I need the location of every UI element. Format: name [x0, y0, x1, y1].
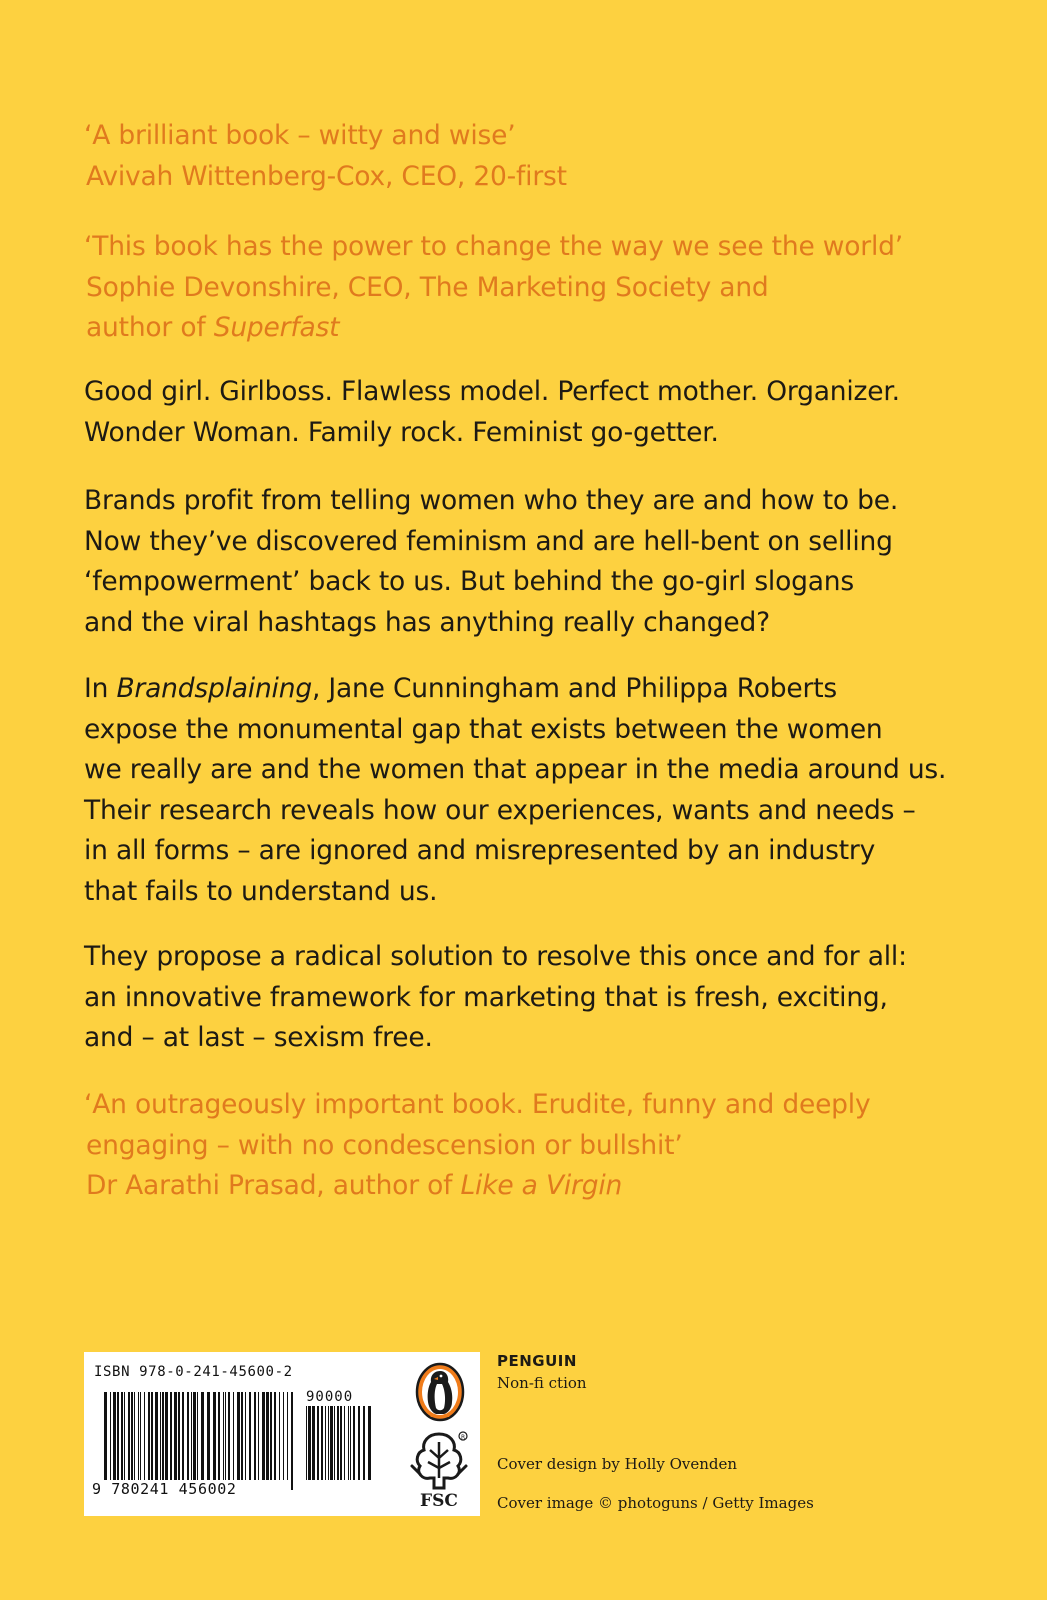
barcode-bar [128, 1392, 130, 1480]
cover-design-credit: Cover design by Holly Ovenden [497, 1455, 738, 1473]
barcode-bar [218, 1392, 220, 1480]
barcode-bar [174, 1392, 177, 1480]
barcode-bar [237, 1392, 240, 1480]
barcode-bar [258, 1392, 259, 1480]
barcode-bar [283, 1392, 284, 1480]
svg-text:R: R [461, 1434, 466, 1441]
barcode-bar [317, 1406, 319, 1480]
quote-attribution: Sophie Devonshire, CEO, The Marketing Society and [86, 271, 769, 303]
quote-prasad [84, 1085, 964, 1207]
price-code: 90000 [306, 1389, 354, 1405]
barcode-bar [223, 1392, 224, 1480]
barcode-bar [178, 1392, 180, 1480]
blurb-paragraph-1 [84, 481, 964, 643]
barcode-bar [110, 1392, 111, 1490]
paragraph-line: an innovative framework for marketing that is fresh, exciting, [84, 981, 888, 1013]
barcode-bar [241, 1392, 243, 1480]
barcode-bar [151, 1392, 153, 1480]
barcode-bar [270, 1392, 272, 1480]
barcode-bar [233, 1392, 234, 1480]
book-title: Brandsplaining [116, 673, 312, 704]
barcode-bar [148, 1392, 150, 1480]
barcode-bar [113, 1392, 116, 1480]
barcode-bar [368, 1406, 371, 1480]
paragraph-line: expose the monumental gap that exists between the women [84, 713, 883, 745]
barcode-bar [279, 1392, 280, 1480]
paragraph-line: in all forms – are ignored and misrepresented by an industry [84, 835, 876, 866]
quote-attribution [84, 1166, 964, 1207]
barcode-bar [187, 1392, 189, 1480]
paragraph-line: we really are and the women that appear in the media around us. [84, 754, 947, 785]
barcode-bar [155, 1392, 158, 1480]
ean-barcode [104, 1392, 294, 1490]
paragraph-line: and – at last – sexism free. [84, 1022, 433, 1053]
paragraph-suffix: , Jane Cunningham and Philippa Roberts [311, 673, 838, 704]
barcode-bar [124, 1392, 125, 1480]
barcode-bar [262, 1392, 265, 1480]
barcode-bar [117, 1392, 119, 1480]
quote-attribution: Avivah Wittenberg-Cox, CEO, 20-first [86, 160, 567, 192]
barcode-bar [160, 1392, 161, 1480]
barcode-bar [140, 1392, 141, 1480]
barcode-bar [321, 1406, 323, 1480]
paragraph-line: They propose a radical solution to resolve this once and for all: [84, 941, 907, 972]
barcode-bar [170, 1392, 172, 1480]
barcode-bar [207, 1392, 210, 1480]
barcode-bar [287, 1392, 288, 1480]
barcode-bar [245, 1392, 246, 1480]
isbn-label: ISBN 978-0-241-45600-2 [94, 1364, 293, 1380]
attribution-prefix: author of [86, 312, 214, 343]
barcode-bar [225, 1392, 226, 1480]
barcode-bar [162, 1392, 164, 1480]
barcode-bar [340, 1406, 342, 1480]
ean-digits: 9 780241 456002 [92, 1480, 237, 1498]
quote-text: ‘An outrageously important book. Erudite, funny and deeply [84, 1089, 871, 1120]
barcode-bar [104, 1392, 107, 1490]
paragraph-line: Now they’ve discovered feminism and are hell-bent on selling [84, 525, 893, 557]
barcode-bar [254, 1392, 256, 1480]
blurb-paragraph-2 [84, 669, 964, 912]
quote-devonshire [84, 227, 964, 349]
quote-text: ‘This book has the power to change the way we see the world’ [84, 231, 903, 262]
fsc-logo-icon [408, 1430, 470, 1510]
paragraph-line: and the viral hashtags has anything really changed? [84, 606, 770, 638]
barcode-bar [134, 1392, 135, 1480]
barcode-bar [337, 1406, 339, 1480]
barcode-bar [350, 1406, 351, 1480]
barcode-bar [328, 1406, 329, 1480]
barcode-bar [344, 1406, 345, 1480]
barcode-bar [182, 1392, 184, 1480]
quote-text: engaging – with no condescension or bullshit’ [86, 1129, 683, 1161]
paragraph-line: that fails to understand us. [84, 875, 438, 907]
barcode-bar [363, 1406, 365, 1480]
barcode-panel [84, 1352, 480, 1516]
barcode-bar [348, 1406, 349, 1480]
paragraph-line: ‘fempowerment’ back to us. But behind the go-girl slogans [84, 566, 854, 597]
barcode-bar [308, 1406, 311, 1480]
barcode-bar [358, 1406, 360, 1480]
barcode-bar [193, 1392, 196, 1480]
imprint [497, 1352, 587, 1392]
barcode-bar [131, 1392, 133, 1480]
book-title: Like a Virgin [460, 1170, 623, 1201]
barcode-bar [291, 1392, 293, 1490]
barcode-bar [213, 1392, 216, 1480]
barcode-bar [312, 1406, 315, 1480]
book-title: Superfast [213, 312, 340, 343]
barcode-bar [353, 1406, 355, 1480]
quote-text: ‘A brilliant book – witty and wise’ [84, 120, 516, 151]
barcode-bar [121, 1392, 123, 1480]
barcode-bar [325, 1406, 326, 1480]
intro-line: Wonder Woman. Family rock. Feminist go-getter. [84, 416, 719, 448]
paragraph-prefix: In [84, 673, 117, 704]
intro-paragraph [84, 372, 964, 453]
paragraph-line [84, 669, 964, 710]
addon-barcode [306, 1406, 374, 1490]
quote-attribution-continued [84, 308, 964, 349]
publisher-name: PENGUIN [497, 1352, 577, 1370]
barcode-bar [249, 1392, 251, 1480]
barcode-bar [274, 1392, 276, 1480]
paragraph-line: Their research reveals how our experiences, wants and needs – [84, 794, 916, 826]
barcode-bar [191, 1392, 192, 1480]
barcode-bar [138, 1392, 139, 1480]
barcode-bar [201, 1392, 204, 1490]
barcode-bar [266, 1392, 269, 1480]
fsc-label: FSC [420, 1491, 458, 1510]
book-category: Non-fi ction [497, 1374, 587, 1392]
barcode-bar [197, 1392, 198, 1490]
barcode-bar [334, 1406, 335, 1480]
barcode-bar [144, 1392, 145, 1480]
barcode-bar [330, 1406, 333, 1480]
barcode-bar [228, 1392, 230, 1480]
intro-line: Good girl. Girlboss. Flawless model. Perfect mother. Organizer. [84, 376, 900, 407]
cover-image-credit: Cover image © photoguns / Getty Images [497, 1494, 814, 1512]
attribution-prefix: Dr Aarathi Prasad, author of [86, 1170, 461, 1201]
blurb-paragraph-3 [84, 937, 964, 1059]
penguin-logo-icon [414, 1362, 466, 1422]
barcode-bar [306, 1406, 307, 1480]
barcode-bar [165, 1392, 168, 1480]
quote-wittenberg-cox [84, 116, 964, 197]
paragraph-line: Brands profit from telling women who they are and how to be. [84, 485, 899, 516]
